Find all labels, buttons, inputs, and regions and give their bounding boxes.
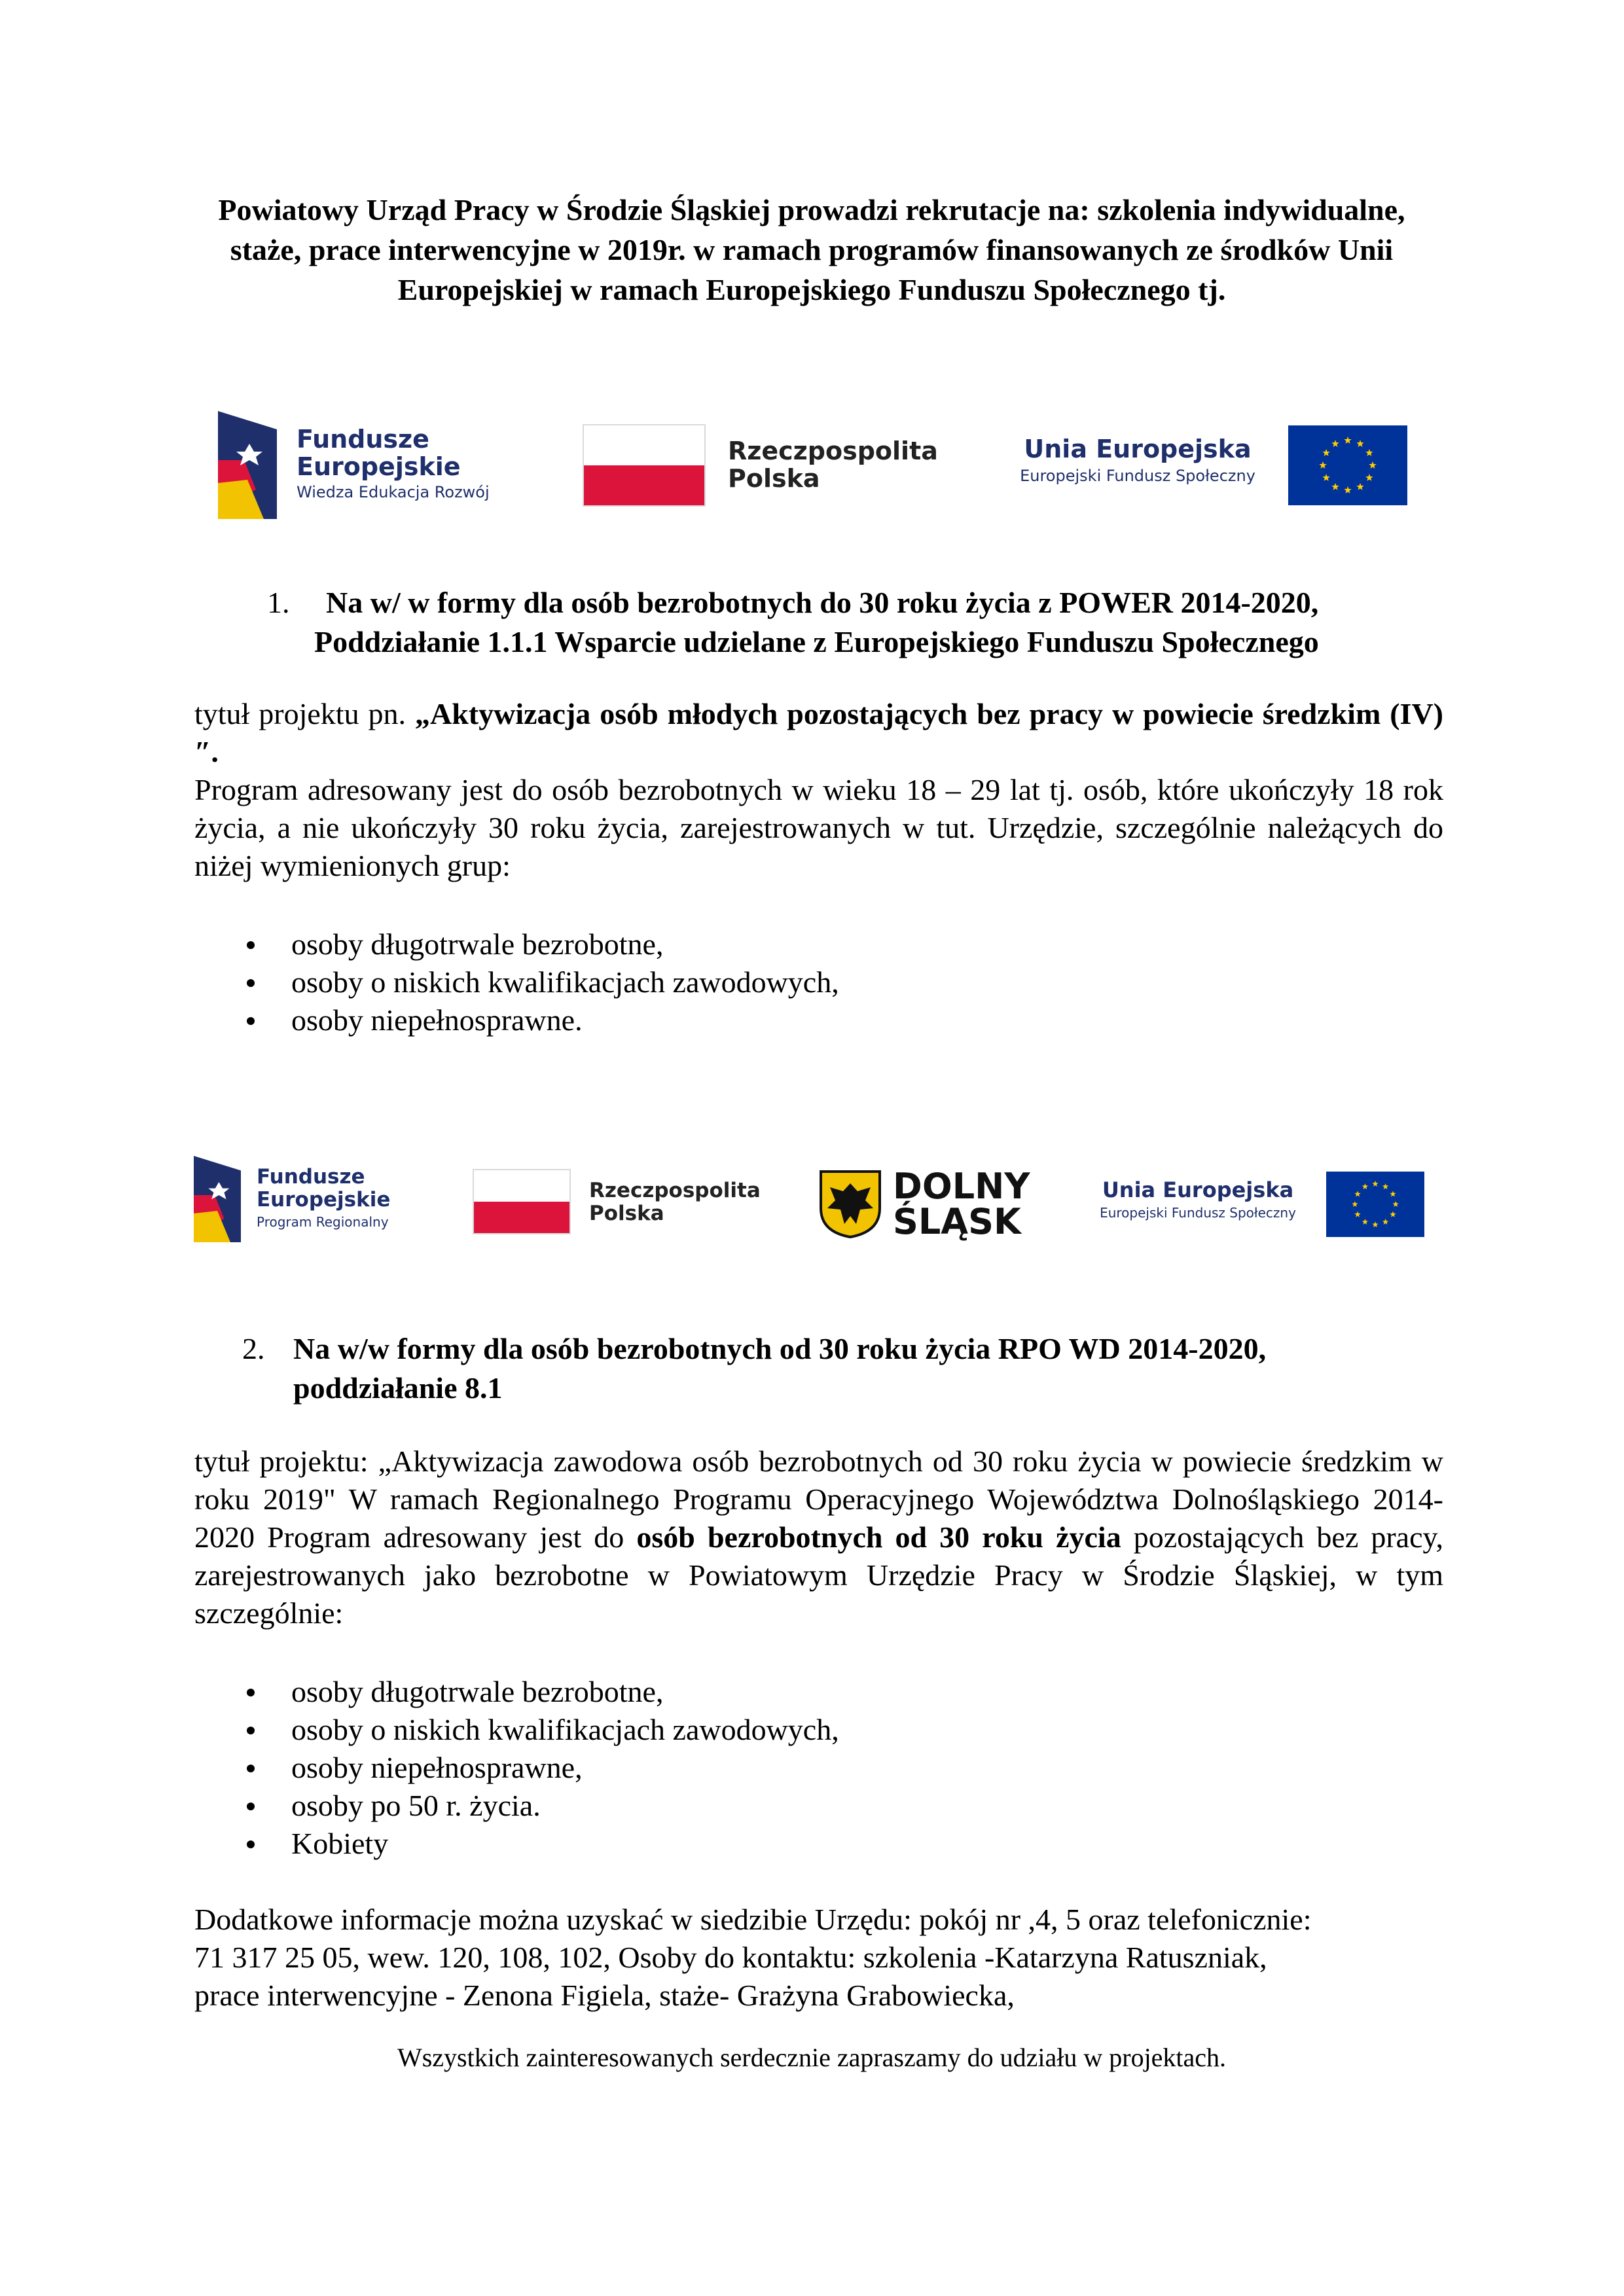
polish-flag xyxy=(583,424,706,507)
fe-title-line1: Fundusze xyxy=(257,1165,365,1189)
eu-star-icon xyxy=(1365,474,1373,481)
eu-star-icon xyxy=(1369,461,1376,469)
section2-title-line1: Na w/w formy dla osób bezrobotnych od 30 roku życia RPO WD 2014-2020, xyxy=(293,1332,1267,1365)
ue-subtitle: Europejski Fundusz Społeczny xyxy=(1100,1205,1296,1221)
fe-emblem-icon xyxy=(218,411,277,519)
list-item: osoby niepełnosprawne, xyxy=(194,1749,1307,1787)
list-item: osoby o niskich kwalifikacjach zawodowych, xyxy=(194,963,1307,1001)
contact-info xyxy=(194,1901,1311,2015)
eu-star-icon xyxy=(1382,1219,1388,1225)
eu-star-icon xyxy=(1344,486,1351,493)
eu-star-icon xyxy=(1392,1201,1398,1207)
contact-line3: prace interwencyjne - Zenona Figiela, staże- Grażyna Grabowiecka, xyxy=(194,1979,1015,2012)
section2-number: 2. xyxy=(242,1332,265,1365)
page-heading: Powiatowy Urząd Pracy w Środzie Śląskiej prowadzi rekrutacje na: szkolenia indywidualne, staże, prace interwencyjne w 2019r. w ramach programów finansowanych ze środków Unii Europejskiej w ramach Europejskiego Funduszu Społecznego tj. xyxy=(218,193,1405,306)
rp-line2: Polska xyxy=(728,464,820,493)
unia-europejska-logo xyxy=(1087,1177,1309,1223)
eu-star-icon xyxy=(1390,1191,1396,1197)
section2-title-line2: poddziałanie 8.1 xyxy=(293,1371,503,1405)
dolny-slask-logo-text xyxy=(893,1166,1030,1242)
section2-bullet-list xyxy=(194,1673,1307,1863)
rzeczpospolita-polska-logo xyxy=(728,437,938,492)
ds-line2: ŚLĄSK xyxy=(893,1201,1021,1242)
eu-star-icon xyxy=(1322,449,1329,456)
fe-subtitle: Program Regionalny xyxy=(257,1214,389,1230)
list-item: Kobiety xyxy=(194,1825,1307,1863)
rp-line1: Rzeczpospolita xyxy=(589,1179,761,1202)
eu-star-icon xyxy=(1331,440,1339,447)
rp-line2: Polska xyxy=(589,1202,664,1225)
eu-star-icon xyxy=(1372,1221,1378,1227)
fe-emblem-icon xyxy=(194,1156,241,1242)
ue-subtitle: Europejski Fundusz Społeczny xyxy=(1020,467,1255,485)
unia-europejska-logo xyxy=(1007,433,1269,487)
section1-title-line2: Poddziałanie 1.1.1 Wsparcie udzielane z Europejskiego Funduszu Społecznego xyxy=(314,625,1319,658)
list-item: osoby długotrwale bezrobotne, xyxy=(194,1673,1307,1711)
section1-bullet-list xyxy=(194,925,1307,1039)
eu-star-icon xyxy=(1390,1211,1396,1217)
eu-star-icon xyxy=(1362,1219,1368,1225)
eu-star-icon xyxy=(1372,1181,1378,1187)
ue-title: Unia Europejska xyxy=(1102,1177,1294,1202)
eu-star-icon xyxy=(1365,449,1373,456)
list-item: osoby niepełnosprawne. xyxy=(194,1001,1307,1039)
eu-star-icon xyxy=(1356,483,1363,490)
eu-star-icon xyxy=(1356,440,1363,447)
eu-star-icon xyxy=(1322,474,1329,481)
rzeczpospolita-polska-logo xyxy=(589,1179,761,1225)
section2-text-bold: osób bezrobotnych od 30 roku życia xyxy=(636,1520,1121,1554)
fundusze-europejskie-logo xyxy=(218,406,490,524)
ds-line1: DOLNY xyxy=(893,1166,1030,1207)
section2-text-a: tytuł projektu: „Aktywizacja zawodowa osób bezrobotnych od 30 roku życia w powiecie średzkim w roku 2019" W ramach Regionalnego Programu Operacyjnego Województwa Dolnośląskiego 2014-2020 Program adresowany jest do xyxy=(194,1444,1443,1554)
section1-project xyxy=(194,695,1443,771)
eu-star-icon xyxy=(1319,461,1326,469)
section1-number: 1. xyxy=(267,586,290,619)
eu-star-icon xyxy=(1354,1191,1360,1197)
section2-description xyxy=(194,1443,1443,1632)
contact-line2: 71 317 25 05, wew. 120, 108, 102, Osoby do kontaktu: szkolenia -Katarzyna Ratuszniak, xyxy=(194,1941,1267,1974)
fundusze-europejskie-program-regionalny-logo xyxy=(194,1153,390,1245)
section1-title-line1: Na w/ w formy dla osób bezrobotnych do 30 roku życia z POWER 2014-2020, xyxy=(326,586,1319,619)
polish-flag xyxy=(473,1169,571,1234)
closing-invitation: Wszystkich zainteresowanych serdecznie zapraszamy do udziału w projektach. xyxy=(397,2043,1227,2072)
eu-star-icon xyxy=(1362,1183,1368,1189)
eu-star-icon xyxy=(1382,1183,1388,1189)
eu-star-icon xyxy=(1352,1201,1358,1207)
fe-title-line2: Europejskie xyxy=(257,1188,391,1211)
contact-line1: Dodatkowe informacje można uzyskać w siedzibie Urzędu: pokój nr ,4, 5 oraz telefonicznie: xyxy=(194,1903,1312,1936)
eu-star-icon xyxy=(1344,437,1351,444)
fe-title-line2: Europejskie xyxy=(297,452,461,481)
fe-title-line1: Fundusze xyxy=(297,425,429,454)
eu-flag-icon xyxy=(1288,425,1407,505)
section1-description: Program adresowany jest do osób bezrobotnych w wieku 18 – 29 lat tj. osób, które ukończyły 18 rok życia, a nie ukończyły 30 roku życia, zarejestrowanych w tut. Urzędzie, szczególnie należących do niżej wymienionych grup: xyxy=(194,773,1443,882)
ue-title: Unia Europejska xyxy=(1024,435,1252,463)
eu-star-icon xyxy=(1331,483,1339,490)
list-item: osoby długotrwale bezrobotne, xyxy=(194,925,1307,963)
section1-project-prefix: tytuł projektu pn. xyxy=(194,697,415,730)
section1-project-name: „Aktywizacja osób młodych pozostających bez pracy w powiecie średzkim (IV)″. xyxy=(194,697,1443,768)
eu-star-icon xyxy=(1354,1211,1360,1217)
fe-subtitle: Wiedza Edukacja Rozwój xyxy=(297,483,490,501)
list-item: osoby o niskich kwalifikacjach zawodowych, xyxy=(194,1711,1307,1749)
rp-line1: Rzeczpospolita xyxy=(728,437,938,465)
dolny-slask-eagle-icon xyxy=(818,1169,882,1238)
list-item: osoby po 50 r. życia. xyxy=(194,1787,1307,1825)
section2-text-b: pozostających bez pracy, zarejestrowanych jako bezrobotne w Powiatowym Urzędzie Pracy w Środzie Śląskiej, w tym szczególnie: xyxy=(194,1520,1444,1630)
eu-flag-icon xyxy=(1326,1172,1424,1237)
